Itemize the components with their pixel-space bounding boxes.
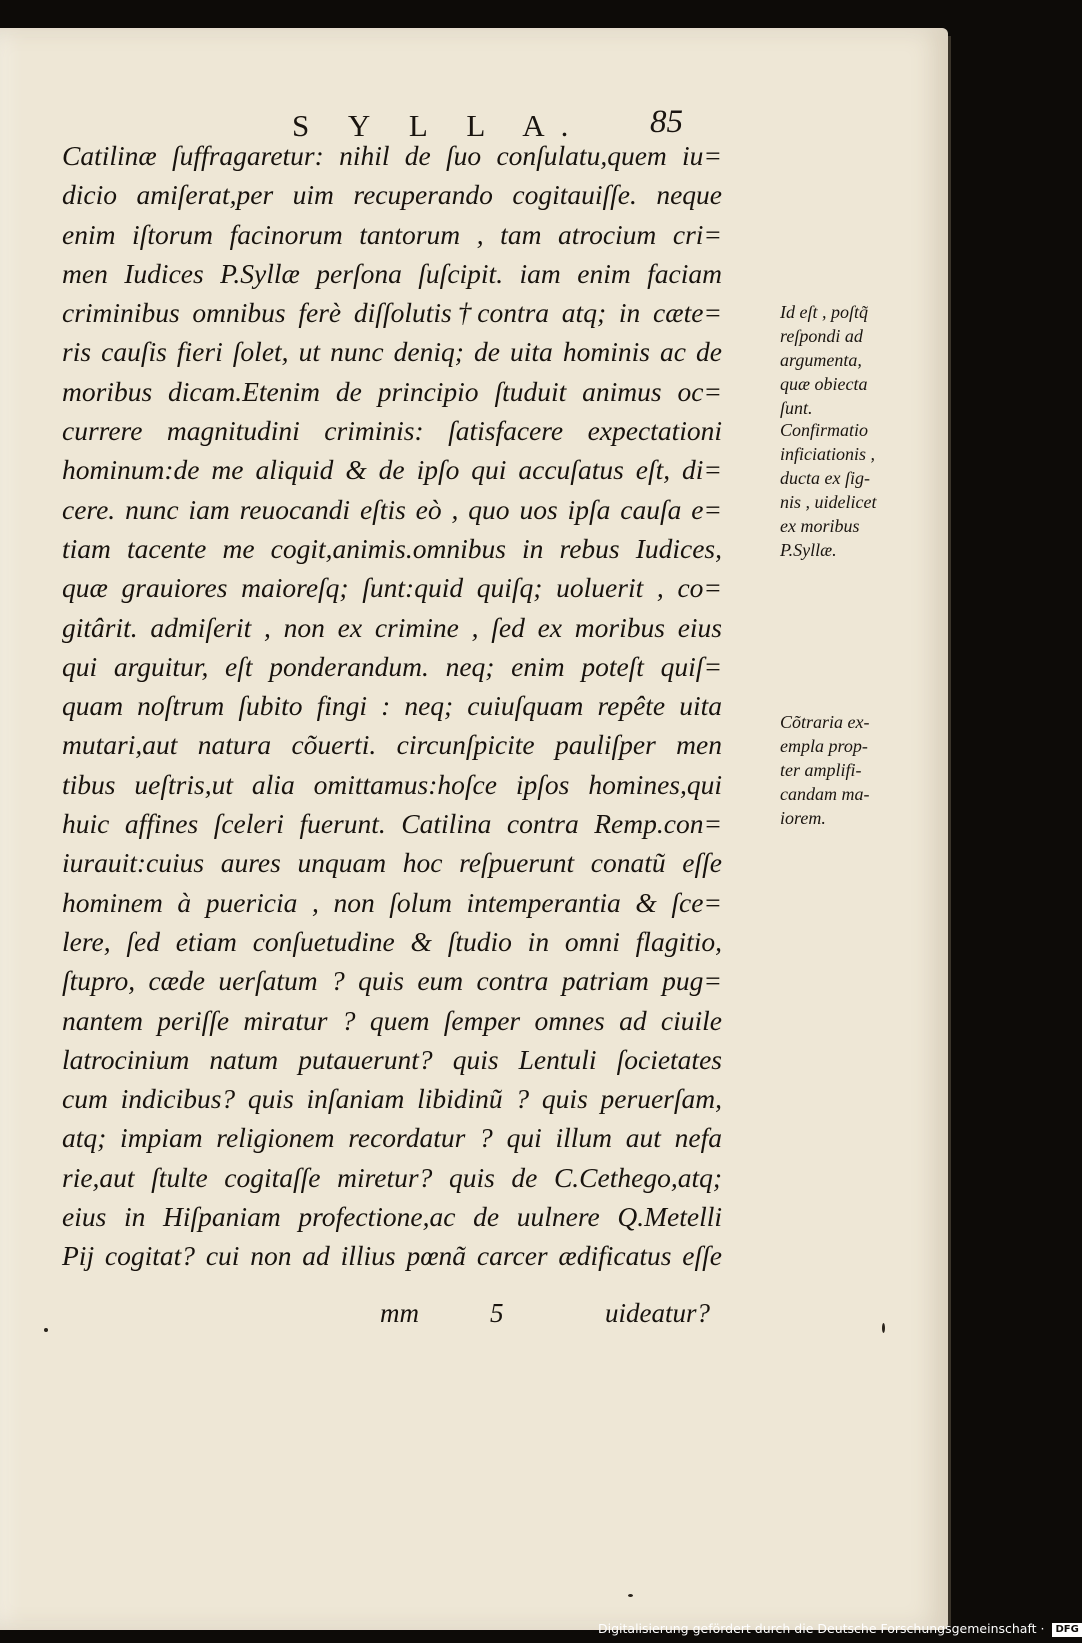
signature-number: 5 [490, 1298, 504, 1328]
text-line: latrocinium natum putauerunt? quis Lentuli ſocietates [62, 1043, 722, 1075]
note-line: ex moribus [780, 516, 860, 536]
note-line: Cõtraria ex- [780, 712, 870, 732]
text-line: tibus ueſtris,ut alia omittamus:hoſce ipſos homines,qui [62, 768, 722, 800]
text-line: Catilinæ ſuffragaretur: nihil de ſuo conſulatu,quem iu= [62, 140, 722, 171]
note-line: reſpondi ad [780, 326, 863, 346]
text-line: enim iſtorum facinorum tantorum , tam atrocium cri= [62, 218, 722, 250]
text-line: men Iudices P.Syllæ perſona ſuſcipit. iam enim faciam [62, 257, 722, 289]
paper-speck [628, 1594, 633, 1597]
text-line: atq; impiam religionem recordatur ? qui illum aut nefa [62, 1122, 722, 1154]
note-line: ter amplifi- [780, 760, 862, 780]
text-line: qui arguitur, eſt ponderandum. neq; enim poteſt quiſ= [62, 650, 722, 682]
text-line: moribus dicam.Etenim de principio ſtuduit animus oc= [62, 375, 722, 407]
text-line: quam noſtrum ſubito fingi : neq; cuiuſquam repête uita [62, 690, 722, 722]
running-head [0, 80, 948, 143]
text-line: mutari,aut natura cõuerti. circunſpicite pauliſper men [62, 729, 722, 761]
page-edge [948, 36, 951, 1626]
paper-speck [44, 1328, 48, 1332]
text-line: gitârit. admiſerit , non ex crimine , ſed ex moribus eius [62, 611, 722, 643]
page-footer [380, 1298, 710, 1338]
text-line: criminibus omnibus ferè diſſolutis†contra atq; in cæte= [62, 297, 722, 329]
catchword: uideatur? [605, 1298, 710, 1328]
text-line: nantem periſſe miratur ? quem ſemper omnes ad ciuile [62, 1004, 722, 1036]
note-line: candam ma- [780, 784, 870, 804]
text-line: iurauit:cuius aures unquam hoc reſpuerunt conatũ eſſe [62, 847, 722, 879]
note-line: argumenta, [780, 350, 862, 370]
text-line: ſtupro, cæde uerſatum ? quis eum contra patriam pug= [62, 965, 722, 997]
note-line: P.Syllæ. [780, 540, 837, 560]
text-line: huic affines ſceleri fuerunt. Catilina contra Remp.con= [62, 808, 722, 840]
text-line: hominem à puericia , non ſolum intemperantia & ſce= [62, 886, 722, 918]
note-line: empla prop- [780, 736, 868, 756]
digitization-banner [598, 1618, 1082, 1640]
text-line: rie,aut ſtulte cogitaſſe miretur? quis de C.Cethego,atq; [62, 1161, 722, 1193]
note-line: nis , uidelicet [780, 492, 877, 512]
note-line: iorem. [780, 808, 826, 828]
text-line: cere. nunc iam reuocandi eſtis eò , quo uos ipſa cauſa e= [62, 493, 722, 525]
body-text [62, 136, 877, 1276]
paper-speck [882, 1323, 885, 1333]
text-line: eius in Hiſpaniam profectione,ac de uulnere Q.Metelli [62, 1201, 722, 1233]
note-line: inficiationis , [780, 444, 876, 464]
signature-mark: mm [380, 1298, 419, 1328]
note-line: Confirmatio [780, 420, 869, 440]
text-line: cum indicibus? quis inſaniam libidinũ ? quis peruerſam, [62, 1083, 722, 1115]
running-head-title: S Y L L A. [292, 108, 585, 143]
note-line: ſunt. [780, 398, 813, 418]
marginal-note [780, 710, 920, 830]
note-line: quæ obiecta [780, 374, 868, 394]
text-line: currere magnitudini criminis: ſatisfacere expectationi [62, 415, 722, 447]
marginal-note [780, 418, 920, 562]
text-line: Pij cogitat? cui non ad illius pœnã carcer ædificatus eſſe [62, 1240, 722, 1272]
text-line: lere, ſed etiam conſuetudine & ſtudio in omni flagitio, [62, 925, 722, 957]
note-line: ducta ex ſig- [780, 468, 870, 488]
text-line: ris cauſis fieri ſolet, ut nunc deniq; de uita hominis ac de [62, 336, 722, 368]
text-line: dicio amiſerat,per uim recuperando cogitauiſſe. neque [62, 179, 722, 211]
folio-number: 85 [650, 104, 683, 140]
digitization-text: Digitalisierung gefördert durch die Deutsche Forschungsgemeinschaft · [598, 1621, 1045, 1636]
text-line: hominum:de me aliquid & de ipſo qui accuſatus eſt, di= [62, 454, 722, 486]
marginal-note [780, 300, 920, 420]
note-line: Id eſt , poſtq̃ [780, 302, 868, 322]
text-line: quæ grauiores maioreſq; ſunt:quid quiſq; uoluerit , co= [62, 572, 722, 604]
dfg-logo-icon: DFG [1052, 1623, 1081, 1637]
text-line: tiam tacente me cogit,animis.omnibus in rebus Iudices, [62, 532, 722, 564]
